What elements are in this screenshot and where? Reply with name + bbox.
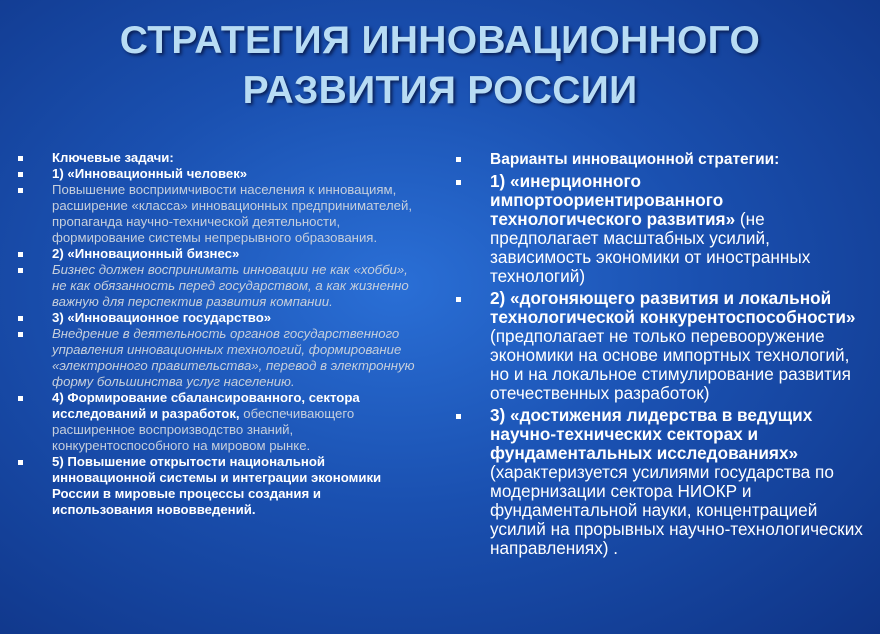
square-bullet-icon — [456, 180, 461, 185]
square-bullet-icon — [18, 172, 23, 177]
square-bullet-icon — [18, 268, 23, 273]
list-item: 2) «Инновационный бизнес» — [14, 246, 419, 262]
key-tasks-column — [14, 150, 419, 518]
list-item: 4) Формирование сбалансированного, сектора исследований и разработок, обеспечивающего расширенное воспроизводство знаний, конкурентоспособного на мировом рынке. — [14, 390, 419, 454]
list-item: 3) «достижения лидерства в ведущих научно-технических секторах и фундаментальных исследованиях» (характеризуется усилиями государства по модернизации сектора НИОКР и фундаментальной науки, концентрацией усилий на прорывных научно-технологических направлениях) . — [452, 406, 872, 558]
square-bullet-icon — [18, 396, 23, 401]
list-item: 5) Повышение открытости национальной инновационной системы и интеграции экономики России в мировые процессы создания и использования нововведений. — [14, 454, 419, 518]
square-bullet-icon — [18, 460, 23, 465]
list-item: 1) «инерционного импортоориентированного технологического развития» (не предполагает масштабных усилий, зависимость экономики от иностранных технологий) — [452, 172, 872, 286]
list-item: 3) «Инновационное государство» — [14, 310, 419, 326]
variants-heading: Варианты инновационной стратегии: — [452, 150, 872, 169]
list-item: 1) «Инновационный человек» — [14, 166, 419, 182]
list-item: Ключевые задачи: — [14, 150, 419, 166]
square-bullet-icon — [456, 414, 461, 419]
square-bullet-icon — [18, 188, 23, 193]
square-bullet-icon — [18, 316, 23, 321]
square-bullet-icon — [18, 252, 23, 257]
square-bullet-icon — [456, 297, 461, 302]
square-bullet-icon — [18, 332, 23, 337]
list-item: Бизнес должен воспринимать инновации не как «хобби», не как обязанность перед государством, а как жизненно важную для перспектив развития компании. — [14, 262, 419, 310]
square-bullet-icon — [456, 157, 461, 162]
title-line-2: РАЗВИТИЯ РОССИИ — [242, 69, 638, 112]
strategy-variants-list — [452, 150, 872, 558]
key-tasks-list — [14, 150, 419, 518]
slide-title — [0, 16, 880, 116]
title-line-1: СТРАТЕГИЯ ИННОВАЦИОННОГО — [119, 19, 761, 62]
square-bullet-icon — [18, 156, 23, 161]
list-item: Повышение восприимчивости населения к инновациям, расширение «класса» инновационных предпринимателей, пропаганда научно-технической деятельности, формирование системы непрерывного образования. — [14, 182, 419, 246]
list-item: Внедрение в деятельность органов государственного управления инновационных технологий, формирование «электронного правительства», перевод в электронную форму большинства услуг населению. — [14, 326, 419, 390]
strategy-variants-column — [452, 150, 872, 558]
list-item: 2) «догоняющего развития и локальной технологической конкурентоспособности» (предполагает не только перевооружение экономики на основе импортных технологий, но и на локальное стимулирование развития отечественных разработок) — [452, 289, 872, 403]
